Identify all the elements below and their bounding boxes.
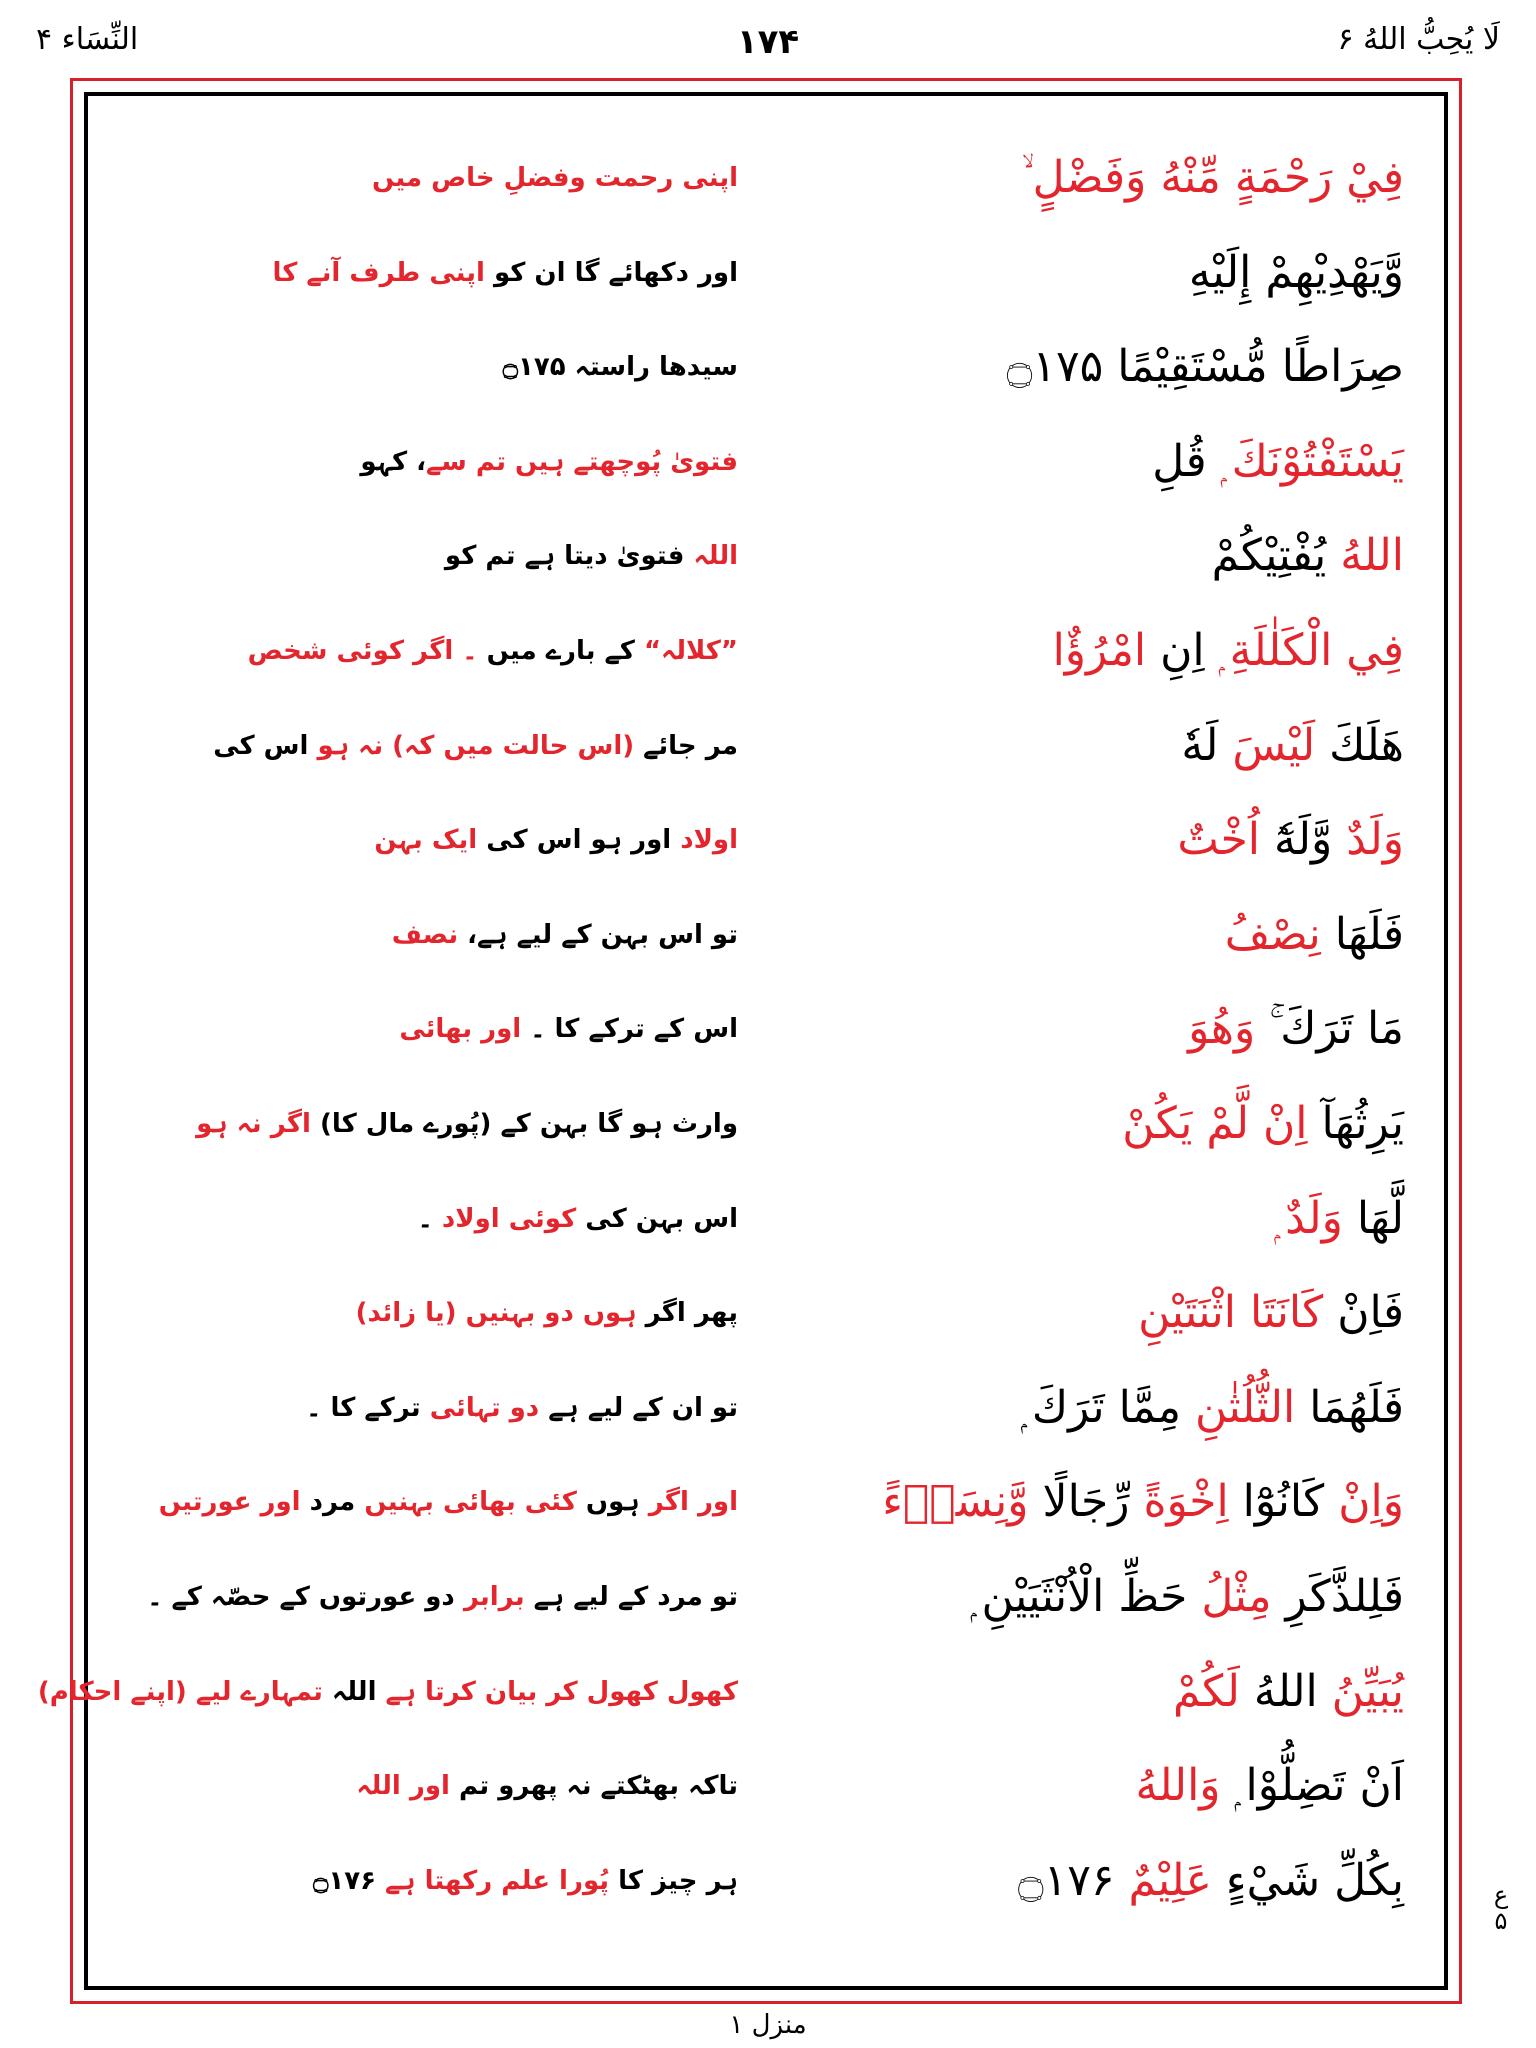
verse-row <box>88 1372 1444 1444</box>
arabic-segment: وَلَدٌ <box>1332 814 1404 865</box>
urdu-segment: اپنی رحمت وفضلِ خاص میں <box>371 163 738 193</box>
urdu-segment: ہر چیز کا <box>609 1866 738 1896</box>
urdu-segment: اس بہن کی <box>576 1204 738 1234</box>
arabic-text <box>724 1561 1404 1633</box>
arabic-text <box>724 1088 1404 1160</box>
arabic-segment: لَّهَا <box>1342 1193 1404 1244</box>
urdu-translation <box>238 1277 738 1349</box>
urdu-segment: ہوں دو بہنیں (یا زائد) <box>355 1298 637 1328</box>
arabic-segment: صِرَاطًا مُّسْتَقِيْمًا <box>1103 341 1404 392</box>
arabic-segment: مَا تَرَكَ ۚ <box>1255 1003 1404 1054</box>
urdu-translation <box>238 993 738 1065</box>
arabic-segment: بِكُلِّ شَيْءٍ <box>1211 1855 1404 1906</box>
urdu-segment: مرد <box>300 1487 365 1517</box>
urdu-translation <box>158 1466 738 1538</box>
urdu-translation <box>147 1561 738 1633</box>
urdu-segment: کھول کھول کر بیان کرتا ہے <box>376 1677 738 1707</box>
arabic-segment: يَسْتَفْتُوْنَكَ <box>1220 436 1404 487</box>
verse-row <box>88 1561 1444 1633</box>
urdu-translation <box>238 615 738 687</box>
urdu-segment: پھر اگر <box>636 1298 738 1328</box>
arabic-segment: فَلَهَا <box>1320 909 1404 960</box>
arabic-segment: فَلَهُمَا <box>1295 1382 1404 1433</box>
ruku-marker: ع ۵ <box>1493 1881 1509 1935</box>
urdu-translation <box>238 237 738 309</box>
arabic-segment: وَاللهُ <box>1135 1760 1221 1811</box>
arabic-segment: مِمَّا تَرَكَ ۭ <box>1020 1382 1182 1433</box>
urdu-translation <box>37 1656 738 1728</box>
arabic-text <box>724 804 1404 876</box>
arabic-text <box>724 142 1404 214</box>
arabic-segment: اُخْتٌ <box>1177 814 1261 865</box>
arabic-segment: اِخْوَةً <box>1129 1476 1229 1527</box>
arabic-segment: وَّلَهٗٓ <box>1260 814 1333 865</box>
verse-row <box>88 899 1444 971</box>
arabic-segment: حَظِّ الْاُنْثَيَيْنِ ۭ <box>970 1571 1188 1622</box>
urdu-segment: فتویٰ دیتا ہے تم کو <box>444 541 685 571</box>
arabic-segment: فِيْ رَحْمَةٍ مِّنْهُ وَفَضْلٍ <box>1021 152 1404 203</box>
urdu-translation <box>213 710 738 782</box>
urdu-segment: برابر <box>463 1582 525 1612</box>
arabic-text <box>724 1277 1404 1349</box>
urdu-translation <box>238 1845 738 1917</box>
arabic-segment: كَانَتَا اثْنَتَيْنِ <box>1138 1287 1324 1338</box>
urdu-segment: کوئی اولاد <box>441 1204 577 1234</box>
arabic-text <box>724 1656 1404 1728</box>
urdu-segment: کے بارے میں <box>477 636 635 666</box>
arabic-segment: يُفْتِيْكُمْ <box>1211 530 1327 581</box>
verse-row <box>88 520 1444 592</box>
arabic-segment: مِثْلُ <box>1187 1571 1272 1622</box>
verse-row <box>88 710 1444 782</box>
urdu-segment: ۔ اگر کوئی شخص <box>247 636 478 666</box>
verse-row <box>88 1750 1444 1822</box>
urdu-segment: اور اللہ <box>356 1771 450 1801</box>
urdu-segment: اور ہو اس کی <box>477 825 672 855</box>
urdu-segment: نصف <box>391 920 459 950</box>
urdu-segment: اگر نہ ہو <box>196 1109 311 1139</box>
arabic-segment: يَرِثُهَآ <box>1307 1098 1404 1149</box>
arabic-segment: اللهُ <box>1239 1666 1318 1717</box>
urdu-segment: اولاد <box>671 825 738 855</box>
arabic-text <box>724 1750 1404 1822</box>
urdu-segment: (اس حالت میں کہ) نہ ہو <box>317 731 635 761</box>
urdu-segment: اور دکھائے گا ان کو <box>484 258 738 288</box>
urdu-translation <box>238 426 738 498</box>
urdu-segment: ۔ <box>417 1204 442 1234</box>
arabic-segment: هَلَكَ <box>1315 720 1404 771</box>
arabic-text <box>724 1466 1404 1538</box>
urdu-segment: ترکے کا ۔ <box>306 1393 430 1423</box>
urdu-translation <box>196 1088 738 1160</box>
urdu-translation <box>238 1372 738 1444</box>
arabic-segment: رِّجَالًا <box>1028 1476 1130 1527</box>
urdu-segment: اور عورتیں <box>158 1487 301 1517</box>
arabic-segment: اللهُ <box>1326 530 1404 581</box>
urdu-segment: تو اس بہن کے لیے ہے، <box>458 920 738 950</box>
verse-row <box>88 993 1444 1065</box>
arabic-text <box>724 237 1404 309</box>
arabic-segment: ۝۱۷۶ <box>1017 1855 1115 1906</box>
urdu-translation <box>238 142 738 214</box>
arabic-text <box>724 710 1404 782</box>
urdu-segment: اللہ <box>684 541 738 571</box>
urdu-segment: ، کہو <box>360 447 426 477</box>
urdu-segment: پُورا علم رکھتا ہے <box>385 1866 610 1896</box>
urdu-segment: اس کی <box>213 731 318 761</box>
urdu-translation <box>238 520 738 592</box>
arabic-text <box>724 993 1404 1065</box>
arabic-segment: لَيْسَ <box>1218 720 1316 771</box>
arabic-segment: وَّيَهْدِيْهِمْ إِلَيْهِ <box>1188 247 1404 298</box>
urdu-segment: تاکہ بھٹکتے نہ پھرو تم <box>449 1771 738 1801</box>
verse-row <box>88 1845 1444 1917</box>
urdu-segment: کئی بھائی بہنیں <box>364 1487 577 1517</box>
arabic-segment: فَاِنْ <box>1323 1287 1404 1338</box>
verse-row <box>88 1183 1444 1255</box>
urdu-segment: مر جائے <box>634 731 738 761</box>
verse-row <box>88 331 1444 403</box>
urdu-segment: اور اگر <box>639 1487 738 1517</box>
arabic-text <box>724 615 1404 687</box>
urdu-translation <box>238 1750 738 1822</box>
arabic-segment: كَانُوْٓا <box>1228 1476 1325 1527</box>
urdu-segment: اللہ <box>322 1677 377 1707</box>
arabic-segment: فِي الْكَلٰلَةِ <box>1218 625 1404 676</box>
arabic-segment: وَّنِسَاۗءً <box>882 1476 1029 1527</box>
arabic-segment: يُبَيِّنُ <box>1317 1666 1404 1717</box>
verse-row <box>88 804 1444 876</box>
arabic-segment: وَلَدٌ <box>1274 1193 1343 1244</box>
verse-row <box>88 237 1444 309</box>
page-number: ۱۷۴ <box>736 22 800 62</box>
urdu-translation <box>238 331 738 403</box>
arabic-segment: وَاِنْ <box>1324 1476 1404 1527</box>
arabic-segment: اَنْ تَضِلُّوْا ۭ <box>1220 1760 1404 1811</box>
arabic-segment: ۭ اِنِ <box>1146 625 1219 676</box>
arabic-text <box>724 426 1404 498</box>
arabic-segment: لَكُمْ <box>1172 1666 1240 1717</box>
urdu-segment: ۝۱۷۶ <box>313 1866 386 1896</box>
arabic-text <box>724 520 1404 592</box>
arabic-segment: ۝۱۷۵ <box>1006 341 1104 392</box>
verse-row <box>88 615 1444 687</box>
verse-row <box>37 1656 1444 1728</box>
arabic-segment: امْرُؤٌا <box>1052 625 1147 676</box>
arabic-text <box>724 331 1404 403</box>
urdu-segment: دو عورتوں کے حصّہ کے ۔ <box>147 1582 464 1612</box>
urdu-segment: ایک بہن <box>374 825 478 855</box>
urdu-translation <box>238 1183 738 1255</box>
urdu-translation <box>238 804 738 876</box>
urdu-segment: سیدھا راستہ <box>565 352 738 382</box>
urdu-segment: دو تہائی <box>429 1393 540 1423</box>
urdu-segment: وارث ہو گا بہن کے (پُورے مال کا) <box>310 1109 738 1139</box>
juz-name-header: لَا يُحِبُّ اللهُ ۶ <box>1337 22 1500 57</box>
urdu-segment: اور بھائی <box>399 1014 522 1044</box>
arabic-text <box>724 899 1404 971</box>
arabic-segment: وَهُوَ <box>1188 1003 1256 1054</box>
arabic-segment: لَهٗ <box>1181 720 1219 771</box>
urdu-segment: تو مرد کے لیے ہے <box>524 1582 738 1612</box>
urdu-segment: تمہارے لیے (اپنے احکام) <box>37 1677 323 1707</box>
verse-row <box>88 1088 1444 1160</box>
urdu-segment: تو ان کے لیے ہے <box>539 1393 738 1423</box>
verse-row <box>88 1466 1444 1538</box>
arabic-text <box>724 1372 1404 1444</box>
verse-row <box>88 142 1444 214</box>
arabic-segment: عَلِيْمٌ <box>1114 1855 1212 1906</box>
urdu-segment: ۝۱۷۵ <box>502 352 566 382</box>
arabic-text <box>724 1183 1404 1255</box>
urdu-segment: ”کلالہ“ <box>634 636 738 666</box>
urdu-segment: ہوں <box>576 1487 640 1517</box>
verse-row <box>88 426 1444 498</box>
urdu-segment: فتویٰ پُوچھتے ہیں تم سے <box>426 447 738 477</box>
verse-row <box>88 1277 1444 1349</box>
arabic-segment: فَلِلذَّكَرِ <box>1271 1571 1404 1622</box>
manzil-footer: منزل ۱ <box>729 2010 807 2040</box>
arabic-segment: الثُّلُثٰنِ <box>1181 1382 1296 1433</box>
urdu-translation <box>238 899 738 971</box>
urdu-segment: اس کے ترکے کا ۔ <box>521 1014 738 1044</box>
urdu-segment: اپنی طرف آنے کا <box>272 258 485 288</box>
arabic-segment: ۭ قُلِ <box>1152 436 1221 487</box>
arabic-segment: اِنْ لَّمْ يَكُنْ <box>1122 1098 1308 1149</box>
surah-name-header: النِّسَاء ۴ <box>36 22 139 57</box>
arabic-text <box>724 1845 1404 1917</box>
arabic-segment: نِصْفُ <box>1224 909 1321 960</box>
